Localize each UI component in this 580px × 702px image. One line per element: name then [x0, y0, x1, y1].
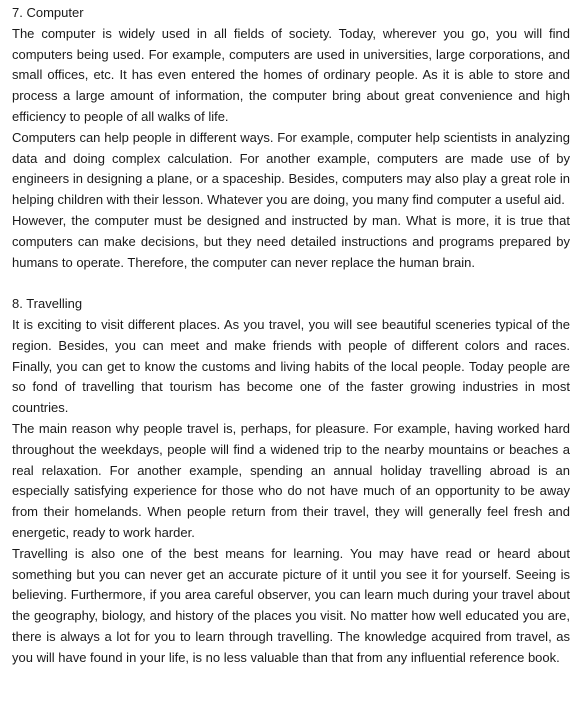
section-title: 7. Computer — [12, 5, 84, 20]
section-computer — [12, 3, 570, 273]
paragraph: Travelling is also one of the best means for learning. You may have read or heard about something but you can never get an accurate picture of it until you see it for yourself. Seeing is believing. Furthermore, if you area careful observer, you can learn much during your travel about the geography, biology, and history of the places you visit. No matter how well educated you are, there is always a lot for you to learn through travelling. The knowledge acquired from travel, as you will have found in your life, is no less valuable than that from any influential reference book. — [12, 545, 570, 665]
section-spacer — [12, 273, 570, 294]
section-travelling — [12, 294, 570, 668]
section-title: 8. Travelling — [12, 296, 83, 312]
paragraph: It is exciting to visit different places. As you travel, you will see beautiful sceneries typical of the region. Besides, you can meet and make friends with people of different colors and races. Finally, you can get to know the customs and living habits of the local people. Today people are so fond of travelling that tourism has become one of the faster growing industries in most countries. — [12, 316, 570, 416]
paragraph: Computers can help people in different ways. For example, computer help scientists in analyzing data and doing complex calculation. For another example, computers are made use of by engineers in designing a plane, or a spaceship. Besides, computers may also play a great role in helping children with their lesson. Whatever you are doing, you many find computer a useful aid. — [12, 129, 570, 208]
paragraph: However, the computer must be designed and instructed by man. What is more, it is true that computers can make decisions, but they need detailed instructions and programs prepared by humans to operate. Therefore, the computer can never replace the human brain. — [12, 212, 570, 270]
paragraph: The main reason why people travel is, perhaps, for pleasure. For example, having worked hard throughout the weekdays, people will find a widened trip to the nearby mountains or beaches a real relaxation. For another example, spending an annual holiday travelling abroad is an especially satisfying experience for those who do not have much of an opportunity to be away from their homelands. When people return from their travel, they will generally feel fresh and energetic, ready to work harder. — [12, 420, 570, 540]
paragraph: The computer is widely used in all fields of society. Today, wherever you go, you will find computers being used. For example, computers are used in universities, large corporations, and small offices, etc. It has even entered the homes of ordinary people. As it is able to store and process a large amount of information, the computer bring about great convenience and high efficiency to people of all walks of life. — [12, 25, 570, 124]
